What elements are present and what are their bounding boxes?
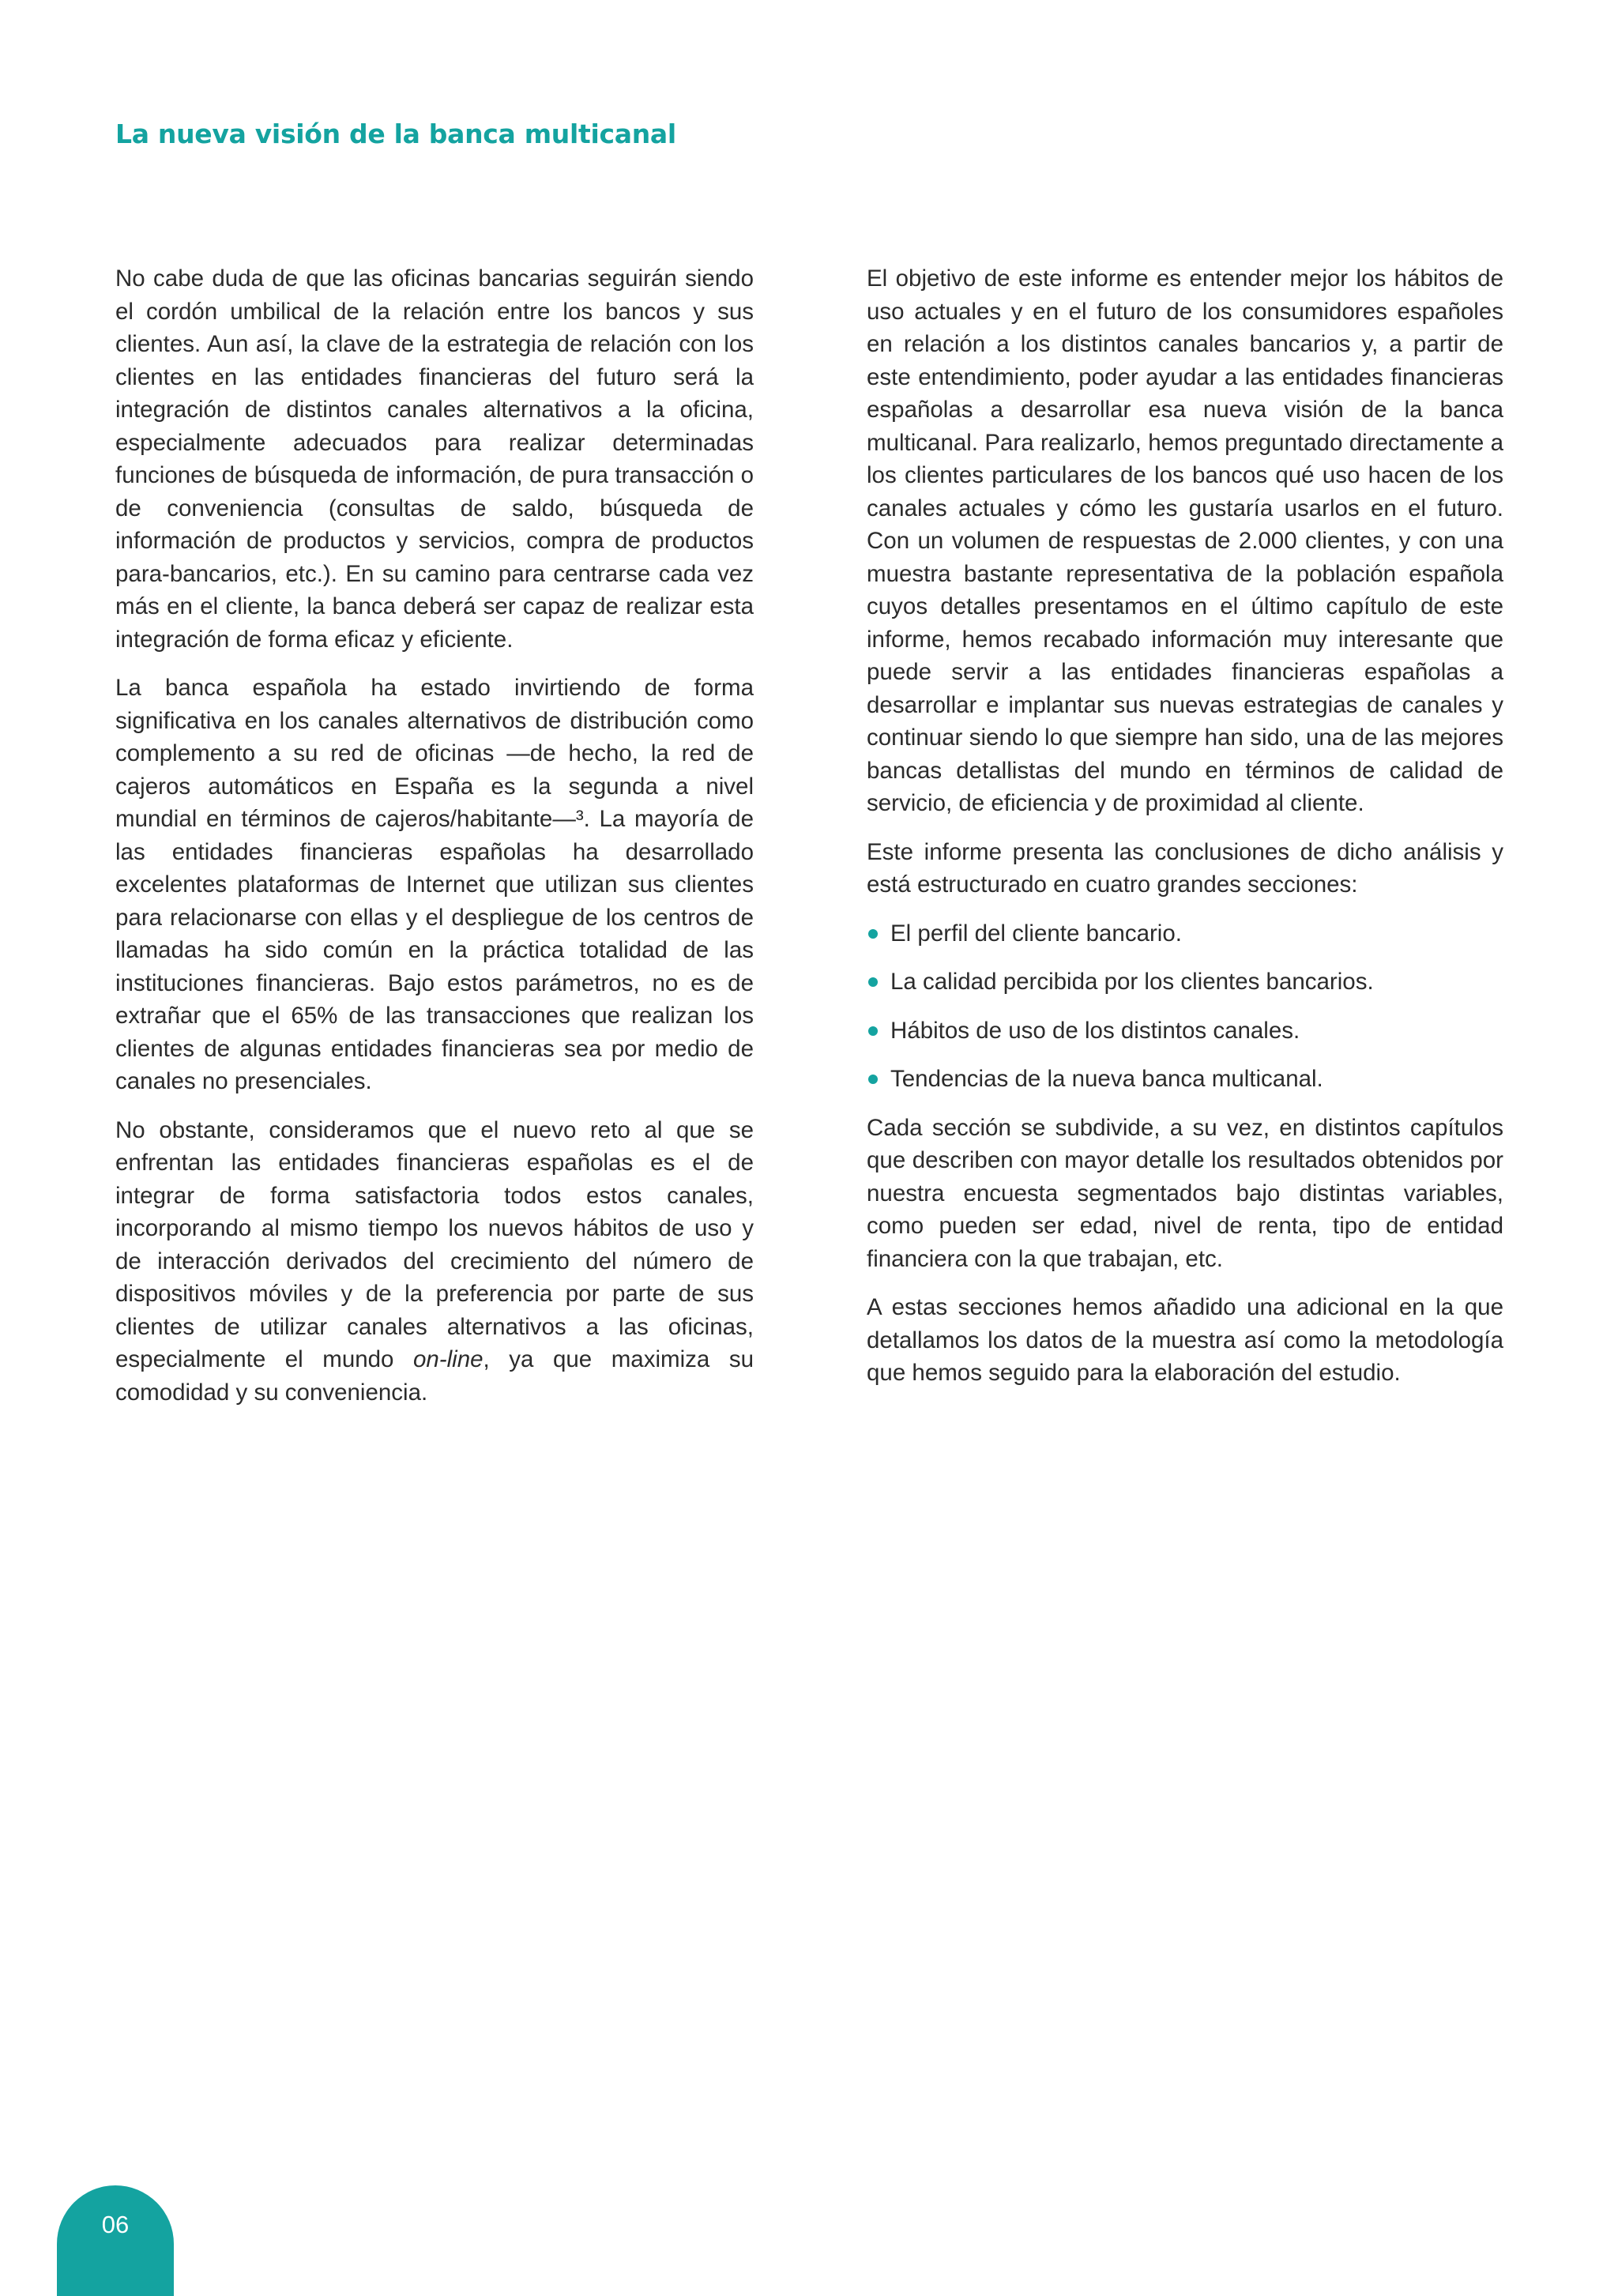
bullet-icon [868,929,878,939]
bullet-icon [868,1075,878,1084]
list-item [867,1063,1503,1096]
sections-list [867,917,1503,1096]
body-paragraph: No cabe duda de que las oficinas bancarias seguirán siendo el cordón umbilical de la relación entre los bancos y sus clientes. Aun así, la clave de la estrategia de relación con los clientes en las entidades financieras del futuro será la integración de distintos canales alternativos a la oficina, especialmente adecuados para realizar determinadas funciones de búsqueda de información, de pura transacción o de conveniencia (consultas de saldo, búsqueda de información de productos y servicios, compra de productos para-bancarios, etc.). En su camino para centrarse cada vez más en el cliente, la banca deberá ser capaz de realizar esta integración de forma eficaz y eficiente. [115,265,754,653]
body-paragraph: Este informe presenta las conclusiones de dicho análisis y está estructurado en cuatro grandes secciones: [867,838,1503,898]
page-number-tab [57,2185,174,2296]
list-item [867,965,1503,999]
body-paragraph [115,1114,754,1410]
paragraph-text: No obstante, consideramos que el nuevo reto al que se enfrentan las entidades financieras españolas es el de integrar de forma satisfactoria todos estos canales, incorporando al mismo tiempo los nuevos hábitos de uso y de interacción derivados del crecimiento del número de dispositivos móviles y de la preferencia por parte de sus clientes de utilizar canales alternativos a las oficinas, especialmente el mundo [115,1116,754,1372]
page-number: 06 [101,2211,130,2238]
list-item-text: Tendencias de la nueva banca multicanal. [890,1066,1323,1092]
body-paragraph: La banca española ha estado invirtiendo de forma significativa en los canales alternativos de distribución como complemento a su red de oficinas —de hecho, la red de cajeros automáticos en España es la segunda a nivel mundial en términos de cajeros/habitante—³. La mayoría de las entidades financieras españolas ha desarrollado excelentes plataformas de Internet que utilizan sus clientes para relacionarse con ellas y el despliegue de los centros de llamadas ha sido común en la práctica totalidad de las instituciones financieras. Bajo estos parámetros, no es de extrañar que el 65% de las transacciones que realizan los clientes de algunas entidades financieras sea por medio de canales no presenciales. [115,675,754,1094]
list-item [867,917,1503,950]
list-item-text: La calidad percibida por los clientes bancarios. [890,969,1374,995]
list-item-text: Hábitos de uso de los distintos canales. [890,1017,1300,1044]
body-paragraph: A estas secciones hemos añadido una adicional en la que detallamos los datos de la muestra así como la metodología que hemos seguido para la elaboración del estudio. [867,1294,1503,1386]
body-paragraph: El objetivo de este informe es entender mejor los hábitos de uso actuales y en el futuro de los consumidores españoles en relación a los distintos canales bancarios y, a partir de este entendimiento, poder ayudar a las entidades financieras españolas a desarrollar esa nueva visión de la banca multicanal. Para realizarlo, hemos preguntado directamente a los clientes particulares de los bancos qué uso hacen de los canales actuales y cómo les gustaría usarlos en el futuro. Con un volumen de respuestas de 2.000 clientes, y con una muestra bastante representativa de la población española cuyos detalles presentamos en el último capítulo de este informe, hemos recabado información muy interesante que puede servir a las entidades financieras españolas a desarrollar e implantar sus nuevas estrategias de canales y continuar siendo lo que siempre han sido, una de las mejores bancas detallistas del mundo en términos de calidad de servicio, de eficiencia y de proximidad al cliente. [867,265,1503,816]
page-header-title: La nueva visión de la banca multicanal [115,119,676,149]
italic-term: on-line [412,1346,484,1372]
bullet-icon [868,1026,878,1036]
bullet-icon [868,977,878,987]
list-item [867,1014,1503,1048]
list-item-text: El perfil del cliente bancario. [890,920,1182,947]
body-paragraph: Cada sección se subdivide, a su vez, en distintos capítulos que describen con mayor detalle los resultados obtenidos por nuestra encuesta segmentados bajo distintas variables, como pueden ser edad, nivel de renta, tipo de entidad financiera con la que trabajan, etc. [867,1114,1503,1272]
paragraph-text: , ya que maximiza su comodidad y su conveniencia. [115,1346,754,1406]
left-column [115,262,754,1425]
right-column [867,262,1503,1406]
